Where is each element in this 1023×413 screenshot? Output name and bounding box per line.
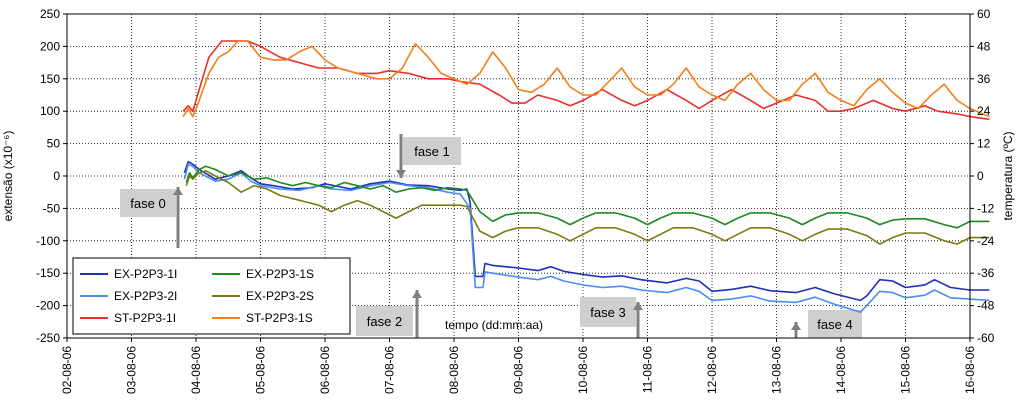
y-left-tick-label: 50 [46, 136, 60, 151]
legend-label: EX-P2P3-2S [246, 289, 315, 303]
x-tick-label: 15-08-06 [898, 346, 913, 395]
y-right-tick-label: -12 [977, 201, 995, 216]
phase-label: fase 3 [590, 305, 626, 320]
y-left-tick-label: 200 [39, 39, 60, 54]
y-left-tick-label: 250 [39, 7, 60, 21]
y-right-tick-label: 24 [977, 104, 991, 119]
y-right-tick-label: 36 [977, 71, 991, 86]
y-right-tick-label: 12 [977, 136, 991, 151]
y-left-tick-label: -100 [35, 233, 60, 248]
x-tick-label: 16-08-06 [963, 346, 977, 395]
y-right-tick-label: -36 [977, 266, 995, 281]
y-right-tick-label: -48 [977, 298, 995, 313]
x-tick-label: 09-08-06 [511, 346, 526, 395]
x-tick-label: 02-08-06 [60, 346, 74, 395]
legend-label: EX-P2P3-1S [246, 267, 315, 281]
x-tick-label: 10-08-06 [576, 346, 590, 395]
legend-label: ST-P2P3-1S [246, 311, 313, 325]
y-left-tick-label: 150 [39, 71, 60, 86]
x-tick-label: 04-08-06 [189, 346, 203, 395]
x-tick-label: 13-08-06 [769, 346, 784, 395]
y-axis-right-title: temperatura (ºC) [1001, 131, 1015, 221]
y-left-tick-label: -50 [42, 201, 60, 216]
x-tick-label: 08-08-06 [447, 346, 461, 395]
x-axis-title: tempo (dd:mm:aa) [445, 318, 544, 332]
y-right-tick-label: -24 [977, 233, 995, 248]
x-tick-label: 05-08-06 [253, 346, 268, 395]
phase-label: fase 4 [817, 317, 853, 332]
y-right-tick-label: 60 [977, 7, 991, 21]
y-left-tick-label: -250 [35, 331, 60, 345]
x-tick-label: 11-08-06 [640, 346, 655, 394]
legend-label: EX-P2P3-1I [114, 267, 178, 281]
phase-label: fase 1 [414, 144, 450, 159]
legend-label: EX-P2P3-2I [114, 289, 178, 303]
y-right-tick-label: -60 [977, 331, 995, 345]
x-tick-label: 03-08-06 [124, 346, 139, 395]
y-left-tick-label: 0 [53, 169, 60, 183]
phase-label: fase 2 [366, 314, 403, 329]
x-tick-label: 06-08-06 [318, 346, 332, 395]
legend [73, 258, 350, 334]
y-right-tick-label: 0 [977, 169, 984, 183]
y-right-tick-label: 48 [977, 39, 991, 54]
y-left-tick-label: -200 [35, 298, 60, 313]
x-tick-label: 14-08-06 [834, 346, 848, 395]
phase-label: fase 0 [130, 196, 166, 211]
y-axis-left-title: extensão (x10⁻⁶) [1, 130, 15, 222]
x-tick-label: 12-08-06 [705, 346, 719, 395]
y-left-tick-label: 100 [39, 104, 60, 119]
y-left-tick-label: -150 [35, 266, 60, 281]
legend-label: ST-P2P3-1I [114, 311, 177, 325]
x-tick-label: 07-08-06 [382, 346, 397, 395]
